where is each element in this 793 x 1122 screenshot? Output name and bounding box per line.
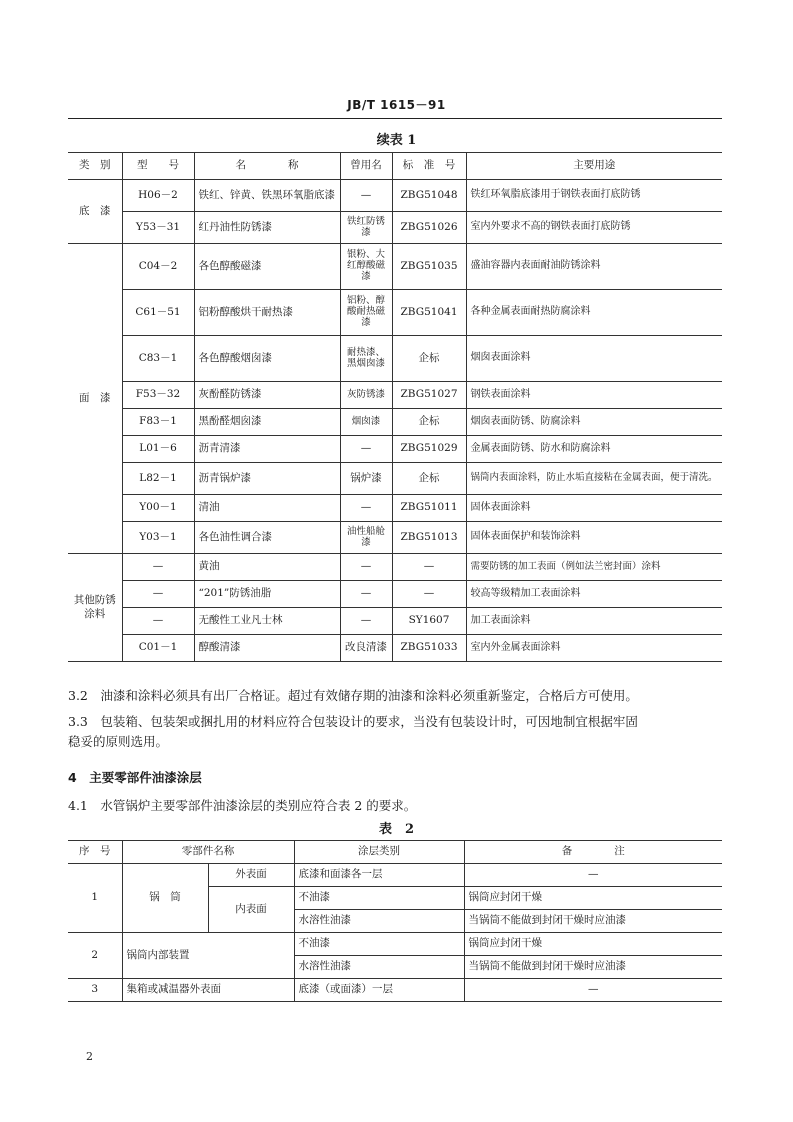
- standard-cell: —: [392, 554, 466, 581]
- table-row: [68, 244, 722, 290]
- paragraph-3-3: 3.3 包装箱、包装架或捆扎用的材料应符合包装设计的要求，当没有包装设计时，可因地制宜根据牢固: [68, 714, 638, 729]
- name-cell: 沥青清漆: [194, 436, 340, 463]
- col-number: 序 号: [68, 841, 122, 864]
- number-cell: 2: [68, 933, 122, 979]
- model-cell: Y53－31: [122, 212, 194, 244]
- name-cell: 各色醇酸磁漆: [194, 244, 340, 290]
- part-cell: 集箱或减温器外表面: [122, 979, 294, 1002]
- standard-cell: ZBG51011: [392, 495, 466, 522]
- table-row: [68, 933, 722, 956]
- model-cell: C01－1: [122, 635, 194, 662]
- model-cell: C83－1: [122, 336, 194, 382]
- table-row: [68, 864, 722, 887]
- table-row: [68, 522, 722, 554]
- former-cell: 铁红防锈漆: [340, 212, 392, 244]
- model-cell: —: [122, 581, 194, 608]
- standard-cell: ZBG51048: [392, 180, 466, 212]
- table2-caption: 表 2: [378, 822, 415, 837]
- standard-cell: ZBG51027: [392, 382, 466, 409]
- remark-cell: 锅筒应封闭干燥: [464, 887, 722, 910]
- col-remarks: 备 注: [464, 841, 722, 864]
- former-cell: 灰防锈漆: [340, 382, 392, 409]
- paragraph-3-2: 3.2 油漆和涂料必须具有出厂合格证。超过有效储存期的油漆和涂料必须重新鉴定，合格后方可使用。: [68, 688, 638, 703]
- name-cell: 灰酚醛防锈漆: [194, 382, 340, 409]
- col-category: 类 别: [68, 153, 122, 180]
- remark-cell: 锅筒应封闭干燥: [464, 933, 722, 956]
- table-row: [68, 409, 722, 436]
- standard-cell: ZBG51035: [392, 244, 466, 290]
- name-cell: 沥青锅炉漆: [194, 463, 340, 495]
- coating-cell: 水溶性油漆: [294, 910, 464, 933]
- remark-cell: 当锅筒不能做到封闭干燥时应油漆: [464, 910, 722, 933]
- standard-cell: ZBG51013: [392, 522, 466, 554]
- table-row: [68, 290, 722, 336]
- table-row: [68, 554, 722, 581]
- use-cell: 盛油容器内表面耐油防锈涂料: [466, 244, 722, 290]
- coating-cell: 不油漆: [294, 933, 464, 956]
- name-cell: “201”防锈油脂: [194, 581, 340, 608]
- name-cell: 红丹油性防锈漆: [194, 212, 340, 244]
- sub-part-cell: 内表面: [208, 887, 294, 933]
- standard-cell: 企标: [392, 463, 466, 495]
- use-cell: 加工表面涂料: [466, 608, 722, 635]
- col-main-use: 主要用途: [466, 153, 722, 180]
- model-cell: Y00－1: [122, 495, 194, 522]
- name-cell: 铝粉醇酸烘干耐热漆: [194, 290, 340, 336]
- standard-cell: ZBG51029: [392, 436, 466, 463]
- table1-caption: 续表 1: [376, 133, 417, 148]
- former-cell: 烟囱漆: [340, 409, 392, 436]
- table-row: [68, 180, 722, 212]
- page-number: 2: [86, 1050, 93, 1063]
- use-cell: 室内外金属表面涂料: [466, 635, 722, 662]
- former-cell: 银粉、大红醇酸磁漆: [340, 244, 392, 290]
- remark-cell: 当锅筒不能做到封闭干燥时应油漆: [464, 956, 722, 979]
- use-cell: 烟囱表面防锈、防腐涂料: [466, 409, 722, 436]
- coating-cell: 底漆（或面漆）一层: [294, 979, 464, 1002]
- use-cell: 较高等级精加工表面涂料: [466, 581, 722, 608]
- standard-cell: —: [392, 581, 466, 608]
- name-cell: 黑酚醛烟囱漆: [194, 409, 340, 436]
- former-cell: 改良清漆: [340, 635, 392, 662]
- paragraph-4-1: 4.1 水管锅炉主要零部件油漆涂层的类别应符合表 2 的要求。: [68, 798, 417, 813]
- name-cell: 各色油性调合漆: [194, 522, 340, 554]
- col-standard: 标 准 号: [392, 153, 466, 180]
- model-cell: F53－32: [122, 382, 194, 409]
- model-cell: C61－51: [122, 290, 194, 336]
- document-header: JB/T 1615－91: [347, 98, 446, 112]
- use-cell: 室内外要求不高的钢铁表面打底防锈: [466, 212, 722, 244]
- standard-cell: ZBG51033: [392, 635, 466, 662]
- table-row: [68, 382, 722, 409]
- use-cell: 锅筒内表面涂料，防止水垢直接粘在金属表面，便于清洗。: [466, 463, 722, 495]
- standard-cell: ZBG51026: [392, 212, 466, 244]
- model-cell: —: [122, 608, 194, 635]
- use-cell: 烟囱表面涂料: [466, 336, 722, 382]
- table-row: [68, 463, 722, 495]
- paragraph-3-3-cont: 稳妥的原则选用。: [68, 734, 169, 749]
- use-cell: 钢铁表面涂料: [466, 382, 722, 409]
- remark-cell: —: [464, 864, 722, 887]
- use-cell: 各种金属表面耐热防腐涂料: [466, 290, 722, 336]
- former-cell: —: [340, 436, 392, 463]
- category-cell: 面 漆: [68, 244, 122, 554]
- model-cell: Y03－1: [122, 522, 194, 554]
- standard-cell: 企标: [392, 409, 466, 436]
- use-cell: 需要防锈的加工表面（例如法兰密封面）涂料: [466, 554, 722, 581]
- remark-cell: —: [464, 979, 722, 1002]
- coating-cell: 底漆和面漆各一层: [294, 864, 464, 887]
- name-cell: 无酸性工业凡士林: [194, 608, 340, 635]
- former-cell: —: [340, 554, 392, 581]
- sub-part-cell: 外表面: [208, 864, 294, 887]
- name-cell: 各色醇酸烟囱漆: [194, 336, 340, 382]
- former-cell: 油性船舱漆: [340, 522, 392, 554]
- part-cell: 锅筒内部装置: [122, 933, 294, 979]
- name-cell: 醇酸清漆: [194, 635, 340, 662]
- section-4-heading: 4 主要零部件油漆涂层: [68, 770, 202, 785]
- former-cell: 铝粉、醇酸耐热磁漆: [340, 290, 392, 336]
- name-cell: 清油: [194, 495, 340, 522]
- former-cell: —: [340, 495, 392, 522]
- former-cell: 锅炉漆: [340, 463, 392, 495]
- standard-cell: ZBG51041: [392, 290, 466, 336]
- header-rule: [68, 118, 722, 119]
- table-row: [68, 336, 722, 382]
- category-cell: 底 漆: [68, 180, 122, 244]
- col-name: 名 称: [194, 153, 340, 180]
- standard-cell: SY1607: [392, 608, 466, 635]
- table-row: [68, 635, 722, 662]
- use-cell: 金属表面防锈、防水和防腐涂料: [466, 436, 722, 463]
- use-cell: 铁红环氧脂底漆用于钢铁表面打底防锈: [466, 180, 722, 212]
- number-cell: 3: [68, 979, 122, 1002]
- use-cell: 固体表面保护和装饰涂料: [466, 522, 722, 554]
- model-cell: H06－2: [122, 180, 194, 212]
- name-cell: 铁红、锌黄、铁黑环氧脂底漆: [194, 180, 340, 212]
- number-cell: 1: [68, 864, 122, 933]
- col-part-name: 零部件名称: [122, 841, 294, 864]
- table-row: [68, 495, 722, 522]
- former-cell: —: [340, 180, 392, 212]
- former-cell: 耐热漆、黑烟囱漆: [340, 336, 392, 382]
- col-coating-type: 涂层类别: [294, 841, 464, 864]
- category-cell: 其他防锈涂料: [68, 554, 122, 662]
- use-cell: 固体表面涂料: [466, 495, 722, 522]
- table-row: [68, 436, 722, 463]
- table-row: [68, 212, 722, 244]
- model-cell: —: [122, 554, 194, 581]
- coating-materials-table: [68, 152, 722, 662]
- former-cell: —: [340, 581, 392, 608]
- table-row: [68, 581, 722, 608]
- name-cell: 黄油: [194, 554, 340, 581]
- coating-cell: 水溶性油漆: [294, 956, 464, 979]
- former-cell: —: [340, 608, 392, 635]
- model-cell: L01－6: [122, 436, 194, 463]
- table-row: [68, 979, 722, 1002]
- part-cell: 锅 筒: [122, 864, 208, 933]
- model-cell: F83－1: [122, 409, 194, 436]
- coating-cell: 不油漆: [294, 887, 464, 910]
- table-row: [68, 608, 722, 635]
- standard-cell: 企标: [392, 336, 466, 382]
- col-model: 型 号: [122, 153, 194, 180]
- col-former-name: 曾用名: [340, 153, 392, 180]
- model-cell: L82－1: [122, 463, 194, 495]
- model-cell: C04－2: [122, 244, 194, 290]
- coating-layers-table: [68, 840, 722, 1002]
